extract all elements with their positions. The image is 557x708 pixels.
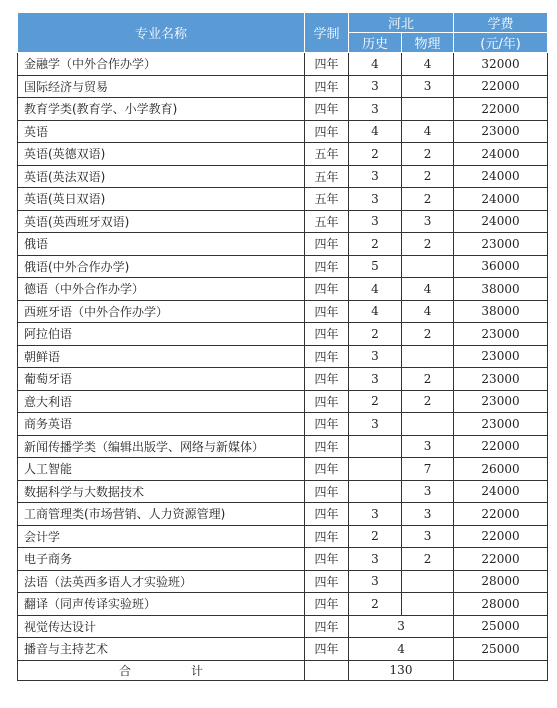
study-length: 四年 [305, 615, 349, 638]
physics-count [402, 98, 454, 121]
history-count [349, 435, 402, 458]
major-name: 新闻传播学类（编辑出版学、网络与新媒体） [18, 435, 305, 458]
major-name: 教育学类(教育学、小学教育) [18, 98, 305, 121]
history-count: 2 [349, 525, 402, 548]
major-name: 数据科学与大数据技术 [18, 480, 305, 503]
table-row [18, 480, 548, 503]
tuition-fee: 28000 [454, 593, 548, 616]
table-row [18, 458, 548, 481]
major-name: 葡萄牙语 [18, 368, 305, 391]
study-length: 四年 [305, 525, 349, 548]
combined-count: 3 [349, 615, 454, 638]
header-fee: 学费 [454, 13, 548, 33]
history-count: 4 [349, 120, 402, 143]
tuition-fee: 24000 [454, 210, 548, 233]
history-count: 2 [349, 323, 402, 346]
major-name: 播音与主持艺术 [18, 638, 305, 661]
major-name: 英语(英日双语) [18, 188, 305, 211]
table-row [18, 390, 548, 413]
combined-count: 4 [349, 638, 454, 661]
table-row [18, 548, 548, 571]
tuition-fee: 25000 [454, 638, 548, 661]
physics-count: 4 [402, 300, 454, 323]
table-row [18, 638, 548, 661]
tuition-fee: 22000 [454, 503, 548, 526]
history-count: 3 [349, 570, 402, 593]
tuition-fee: 23000 [454, 345, 548, 368]
tuition-fee: 38000 [454, 300, 548, 323]
history-count: 4 [349, 300, 402, 323]
study-length: 四年 [305, 255, 349, 278]
major-name: 视觉传达设计 [18, 615, 305, 638]
total-count: 130 [349, 660, 454, 680]
enrollment-table [17, 12, 548, 681]
header-province: 河北 [349, 13, 454, 33]
table-row [18, 368, 548, 391]
table-row [18, 503, 548, 526]
table-row [18, 345, 548, 368]
history-count: 5 [349, 255, 402, 278]
physics-count: 2 [402, 368, 454, 391]
tuition-fee: 23000 [454, 233, 548, 256]
tuition-fee: 36000 [454, 255, 548, 278]
tuition-fee: 38000 [454, 278, 548, 301]
table-row [18, 570, 548, 593]
tuition-fee: 22000 [454, 525, 548, 548]
tuition-fee: 22000 [454, 435, 548, 458]
major-name: 国际经济与贸易 [18, 75, 305, 98]
history-count: 4 [349, 53, 402, 76]
table-row [18, 435, 548, 458]
physics-count: 4 [402, 53, 454, 76]
tuition-fee: 28000 [454, 570, 548, 593]
study-length: 五年 [305, 210, 349, 233]
header-history: 历史 [349, 33, 402, 53]
total-empty [305, 660, 349, 680]
major-name: 英语 [18, 120, 305, 143]
study-length: 四年 [305, 570, 349, 593]
history-count: 3 [349, 210, 402, 233]
physics-count: 2 [402, 143, 454, 166]
major-name: 英语(英法双语) [18, 165, 305, 188]
physics-count: 3 [402, 480, 454, 503]
total-row [18, 660, 548, 680]
table-row [18, 98, 548, 121]
table-row [18, 143, 548, 166]
physics-count: 2 [402, 390, 454, 413]
total-fee-empty [454, 660, 548, 680]
history-count: 3 [349, 548, 402, 571]
tuition-fee: 23000 [454, 390, 548, 413]
table-row [18, 165, 548, 188]
major-name: 金融学（中外合作办学） [18, 53, 305, 76]
table-body [18, 53, 548, 681]
physics-count: 2 [402, 233, 454, 256]
major-name: 电子商务 [18, 548, 305, 571]
physics-count: 2 [402, 165, 454, 188]
table-row [18, 278, 548, 301]
major-name: 朝鲜语 [18, 345, 305, 368]
history-count [349, 458, 402, 481]
major-name: 翻译（同声传译实验班） [18, 593, 305, 616]
history-count: 2 [349, 143, 402, 166]
study-length: 四年 [305, 435, 349, 458]
table-row [18, 53, 548, 76]
header-major-name: 专业名称 [18, 13, 305, 53]
history-count [349, 480, 402, 503]
tuition-fee: 24000 [454, 188, 548, 211]
physics-count: 3 [402, 525, 454, 548]
physics-count: 2 [402, 323, 454, 346]
study-length: 四年 [305, 233, 349, 256]
major-name: 英语(英德双语) [18, 143, 305, 166]
physics-count: 4 [402, 120, 454, 143]
major-name: 俄语(中外合作办学) [18, 255, 305, 278]
header-row [18, 13, 548, 33]
header-physics: 物理 [402, 33, 454, 53]
table-row [18, 593, 548, 616]
history-count: 2 [349, 390, 402, 413]
tuition-fee: 24000 [454, 143, 548, 166]
major-name: 英语(英西班牙双语) [18, 210, 305, 233]
major-name: 意大利语 [18, 390, 305, 413]
study-length: 五年 [305, 165, 349, 188]
study-length: 四年 [305, 368, 349, 391]
history-count: 2 [349, 593, 402, 616]
table-row [18, 413, 548, 436]
tuition-fee: 23000 [454, 413, 548, 436]
study-length: 四年 [305, 548, 349, 571]
major-name: 商务英语 [18, 413, 305, 436]
history-count: 3 [349, 345, 402, 368]
header-fee-unit: (元/年) [454, 33, 548, 53]
physics-count: 3 [402, 75, 454, 98]
study-length: 四年 [305, 300, 349, 323]
history-count: 2 [349, 233, 402, 256]
study-length: 五年 [305, 188, 349, 211]
major-name: 俄语 [18, 233, 305, 256]
physics-count [402, 255, 454, 278]
history-count: 3 [349, 188, 402, 211]
history-count: 4 [349, 278, 402, 301]
major-name: 人工智能 [18, 458, 305, 481]
study-length: 四年 [305, 98, 349, 121]
tuition-fee: 23000 [454, 368, 548, 391]
study-length: 四年 [305, 413, 349, 436]
physics-count [402, 570, 454, 593]
tuition-fee: 23000 [454, 323, 548, 346]
study-length: 五年 [305, 143, 349, 166]
history-count: 3 [349, 503, 402, 526]
physics-count: 7 [402, 458, 454, 481]
major-name: 德语（中外合作办学） [18, 278, 305, 301]
study-length: 四年 [305, 458, 349, 481]
major-name: 阿拉伯语 [18, 323, 305, 346]
tuition-fee: 25000 [454, 615, 548, 638]
study-length: 四年 [305, 278, 349, 301]
table-row [18, 75, 548, 98]
history-count: 3 [349, 413, 402, 436]
table-row [18, 210, 548, 233]
physics-count [402, 593, 454, 616]
tuition-fee: 32000 [454, 53, 548, 76]
major-name: 会计学 [18, 525, 305, 548]
study-length: 四年 [305, 53, 349, 76]
physics-count: 3 [402, 435, 454, 458]
study-length: 四年 [305, 390, 349, 413]
total-label: 合计 [18, 660, 305, 680]
tuition-fee: 22000 [454, 75, 548, 98]
header-study-length: 学制 [305, 13, 349, 53]
history-count: 3 [349, 75, 402, 98]
table-row [18, 300, 548, 323]
physics-count: 3 [402, 503, 454, 526]
table-row [18, 188, 548, 211]
study-length: 四年 [305, 323, 349, 346]
major-name: 法语（法英西多语人才实验班） [18, 570, 305, 593]
study-length: 四年 [305, 345, 349, 368]
table-row [18, 255, 548, 278]
study-length: 四年 [305, 75, 349, 98]
study-length: 四年 [305, 503, 349, 526]
study-length: 四年 [305, 638, 349, 661]
table-row [18, 120, 548, 143]
history-count: 3 [349, 368, 402, 391]
table-row [18, 233, 548, 256]
physics-count: 3 [402, 210, 454, 233]
tuition-fee: 22000 [454, 98, 548, 121]
history-count: 3 [349, 165, 402, 188]
table-row [18, 615, 548, 638]
physics-count: 2 [402, 548, 454, 571]
major-name: 西班牙语（中外合作办学） [18, 300, 305, 323]
major-name: 工商管理类(市场营销、人力资源管理) [18, 503, 305, 526]
study-length: 四年 [305, 480, 349, 503]
physics-count [402, 345, 454, 368]
tuition-fee: 24000 [454, 165, 548, 188]
tuition-fee: 24000 [454, 480, 548, 503]
study-length: 四年 [305, 120, 349, 143]
table-row [18, 323, 548, 346]
table-row [18, 525, 548, 548]
tuition-fee: 26000 [454, 458, 548, 481]
history-count: 3 [349, 98, 402, 121]
physics-count [402, 413, 454, 436]
tuition-fee: 22000 [454, 548, 548, 571]
study-length: 四年 [305, 593, 349, 616]
physics-count: 4 [402, 278, 454, 301]
physics-count: 2 [402, 188, 454, 211]
tuition-fee: 23000 [454, 120, 548, 143]
